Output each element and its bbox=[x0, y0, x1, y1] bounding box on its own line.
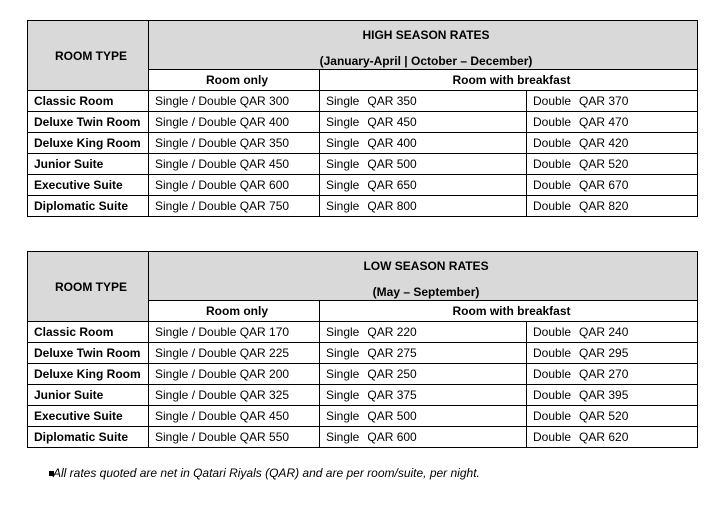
room-only-rate: Single / Double QAR 170 bbox=[149, 322, 320, 343]
double-price: QAR 270 bbox=[579, 367, 629, 381]
season-period: (May – September) bbox=[372, 284, 480, 299]
double-label: Double bbox=[533, 115, 572, 129]
room-name: Executive Suite bbox=[28, 175, 149, 196]
single-label: Single bbox=[326, 199, 360, 213]
double-label: Double bbox=[533, 199, 572, 213]
single-breakfast-rate bbox=[320, 385, 527, 406]
room-name: Diplomatic Suite bbox=[28, 427, 149, 448]
single-price: QAR 500 bbox=[367, 409, 417, 423]
table-row bbox=[28, 112, 698, 133]
double-price: QAR 420 bbox=[579, 136, 629, 150]
single-label: Single bbox=[326, 388, 360, 402]
single-label: Single bbox=[326, 325, 360, 339]
table-row bbox=[28, 427, 698, 448]
double-breakfast-rate bbox=[527, 91, 698, 112]
double-price: QAR 820 bbox=[579, 199, 629, 213]
season-period: (January-April | October – December) bbox=[319, 53, 533, 68]
double-breakfast-rate bbox=[527, 196, 698, 217]
double-label: Double bbox=[533, 346, 572, 360]
season-title-cell bbox=[149, 252, 698, 301]
room-only-rate: Single / Double QAR 225 bbox=[149, 343, 320, 364]
double-price: QAR 370 bbox=[579, 94, 629, 108]
double-breakfast-rate bbox=[527, 427, 698, 448]
single-breakfast-rate bbox=[320, 364, 527, 385]
double-breakfast-rate bbox=[527, 154, 698, 175]
table-row bbox=[28, 322, 698, 343]
double-price: QAR 620 bbox=[579, 430, 629, 444]
double-breakfast-rate bbox=[527, 133, 698, 154]
single-label: Single bbox=[326, 136, 360, 150]
room-only-rate: Single / Double QAR 600 bbox=[149, 175, 320, 196]
double-price: QAR 670 bbox=[579, 178, 629, 192]
double-label: Double bbox=[533, 409, 572, 423]
room-only-rate: Single / Double QAR 450 bbox=[149, 406, 320, 427]
double-label: Double bbox=[533, 157, 572, 171]
single-breakfast-rate bbox=[320, 406, 527, 427]
table-row bbox=[28, 133, 698, 154]
table-row bbox=[28, 406, 698, 427]
room-name: Deluxe Twin Room bbox=[28, 112, 149, 133]
room-only-rate: Single / Double QAR 400 bbox=[149, 112, 320, 133]
double-price: QAR 520 bbox=[579, 157, 629, 171]
double-label: Double bbox=[533, 178, 572, 192]
table-row bbox=[28, 385, 698, 406]
table-header-row bbox=[28, 21, 698, 70]
breakfast-header: Room with breakfast bbox=[320, 301, 698, 322]
single-breakfast-rate bbox=[320, 343, 527, 364]
season-title: LOW SEASON RATES bbox=[363, 258, 489, 273]
single-price: QAR 500 bbox=[367, 157, 417, 171]
single-price: QAR 400 bbox=[367, 136, 417, 150]
single-breakfast-rate bbox=[320, 322, 527, 343]
single-breakfast-rate bbox=[320, 427, 527, 448]
double-label: Double bbox=[533, 136, 572, 150]
single-breakfast-rate bbox=[320, 154, 527, 175]
season-title-cell bbox=[149, 21, 698, 70]
room-name: Deluxe Twin Room bbox=[28, 343, 149, 364]
room-only-rate: Single / Double QAR 200 bbox=[149, 364, 320, 385]
high-season-rates-table bbox=[27, 20, 698, 217]
single-price: QAR 650 bbox=[367, 178, 417, 192]
single-breakfast-rate bbox=[320, 91, 527, 112]
room-only-header: Room only bbox=[149, 301, 320, 322]
room-only-header: Room only bbox=[149, 70, 320, 91]
single-price: QAR 450 bbox=[367, 115, 417, 129]
double-price: QAR 470 bbox=[579, 115, 629, 129]
low-season-rates-table bbox=[27, 251, 698, 448]
single-price: QAR 375 bbox=[367, 388, 417, 402]
room-only-rate: Single / Double QAR 550 bbox=[149, 427, 320, 448]
table-row bbox=[28, 343, 698, 364]
single-breakfast-rate bbox=[320, 175, 527, 196]
double-label: Double bbox=[533, 430, 572, 444]
double-price: QAR 520 bbox=[579, 409, 629, 423]
room-only-rate: Single / Double QAR 300 bbox=[149, 91, 320, 112]
room-only-rate: Single / Double QAR 350 bbox=[149, 133, 320, 154]
single-label: Single bbox=[326, 94, 360, 108]
season-title: HIGH SEASON RATES bbox=[362, 27, 490, 42]
room-name: Deluxe King Room bbox=[28, 133, 149, 154]
double-breakfast-rate bbox=[527, 175, 698, 196]
double-price: QAR 395 bbox=[579, 388, 629, 402]
single-breakfast-rate bbox=[320, 112, 527, 133]
room-only-rate: Single / Double QAR 450 bbox=[149, 154, 320, 175]
double-price: QAR 295 bbox=[579, 346, 629, 360]
single-label: Single bbox=[326, 346, 360, 360]
double-label: Double bbox=[533, 325, 572, 339]
single-price: QAR 350 bbox=[367, 94, 417, 108]
room-name: Classic Room bbox=[28, 322, 149, 343]
room-type-header: ROOM TYPE bbox=[28, 252, 149, 322]
double-breakfast-rate bbox=[527, 364, 698, 385]
single-price: QAR 220 bbox=[367, 325, 417, 339]
room-name: Executive Suite bbox=[28, 406, 149, 427]
single-price: QAR 275 bbox=[367, 346, 417, 360]
double-label: Double bbox=[533, 94, 572, 108]
double-label: Double bbox=[533, 388, 572, 402]
room-type-header: ROOM TYPE bbox=[28, 21, 149, 91]
double-label: Double bbox=[533, 367, 572, 381]
double-breakfast-rate bbox=[527, 385, 698, 406]
room-name: Junior Suite bbox=[28, 154, 149, 175]
double-breakfast-rate bbox=[527, 343, 698, 364]
table-row bbox=[28, 364, 698, 385]
room-only-rate: Single / Double QAR 325 bbox=[149, 385, 320, 406]
table-row bbox=[28, 175, 698, 196]
single-label: Single bbox=[326, 157, 360, 171]
single-label: Single bbox=[326, 430, 360, 444]
single-price: QAR 600 bbox=[367, 430, 417, 444]
table-row bbox=[28, 154, 698, 175]
single-breakfast-rate bbox=[320, 133, 527, 154]
double-breakfast-rate bbox=[527, 406, 698, 427]
room-name: Diplomatic Suite bbox=[28, 196, 149, 217]
single-label: Single bbox=[326, 409, 360, 423]
double-breakfast-rate bbox=[527, 112, 698, 133]
single-label: Single bbox=[326, 178, 360, 192]
table-row bbox=[28, 91, 698, 112]
room-name: Junior Suite bbox=[28, 385, 149, 406]
double-breakfast-rate bbox=[527, 322, 698, 343]
single-price: QAR 800 bbox=[367, 199, 417, 213]
single-label: Single bbox=[326, 367, 360, 381]
single-price: QAR 250 bbox=[367, 367, 417, 381]
table-row bbox=[28, 196, 698, 217]
single-label: Single bbox=[326, 115, 360, 129]
room-name: Deluxe King Room bbox=[28, 364, 149, 385]
breakfast-header: Room with breakfast bbox=[320, 70, 698, 91]
room-only-rate: Single / Double QAR 750 bbox=[149, 196, 320, 217]
footnote: All rates quoted are net in Qatari Riyals (QAR) and are per room/suite, per night. bbox=[53, 466, 480, 480]
double-price: QAR 240 bbox=[579, 325, 629, 339]
table-header-row bbox=[28, 252, 698, 301]
room-name: Classic Room bbox=[28, 91, 149, 112]
single-breakfast-rate bbox=[320, 196, 527, 217]
